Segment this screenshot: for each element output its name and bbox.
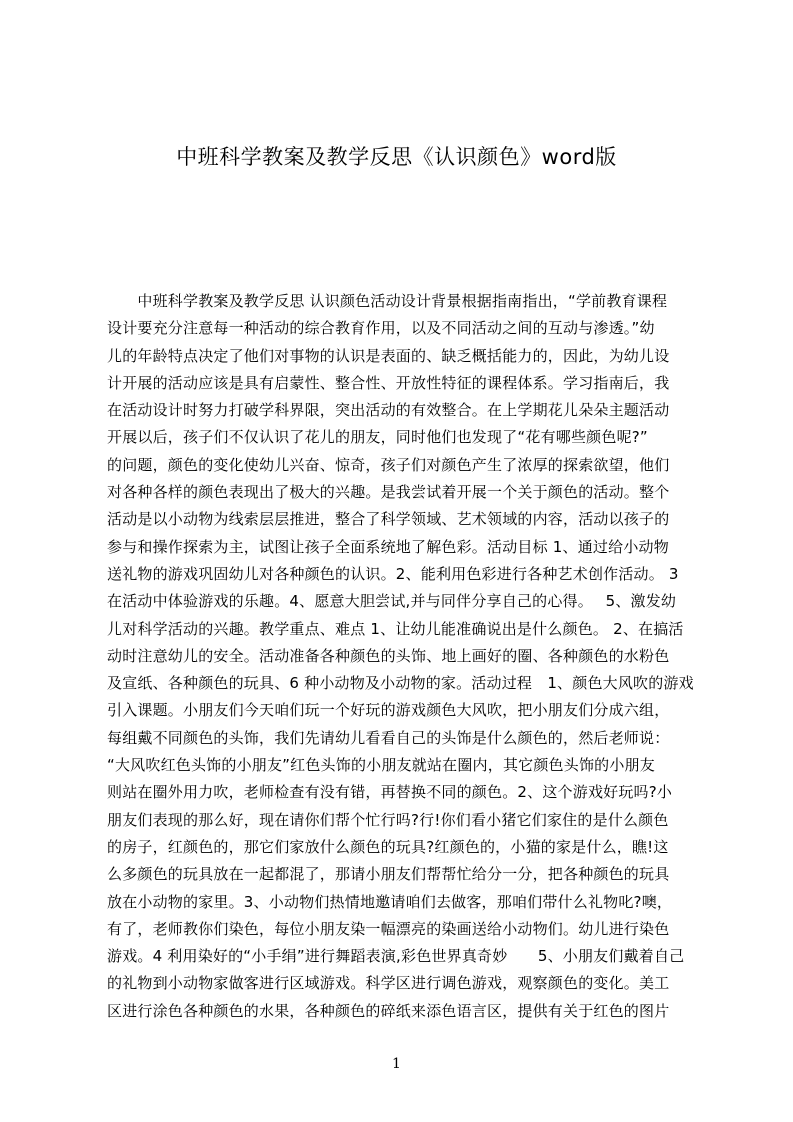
body-text-line: 则站在圈外用力吹，老师检查有没有错，再替换不同的颜色。2、这个游戏好玩吗?小 [107,783,673,802]
body-text-line: 儿对科学活动的兴趣。教学重点、难点 1、让幼儿能准确说出是什么颜色。 2、在搞活 [107,619,684,638]
body-text-line: 设计要充分注意每一种活动的综合教育作用，以及不同活动之间的互动与渗透。”幼 [107,319,655,338]
body-text-line: 有了，老师教你们染色，每位小朋友染一幅漂亮的染画送给小动物们。幼儿进行染色 [107,919,670,938]
body-text-line: 在活动中体验游戏的乐趣。4、愿意大胆尝试,并与同伴分享自己的心得。 5、激发幼 [107,592,677,611]
body-text-line: 活动是以小动物为线索层层推进，整合了科学领域、艺术领域的内容，活动以孩子的 [107,510,670,529]
body-text-line: 参与和操作探索为主，试图让孩子全面系统地了解色彩。活动目标 1、通过给小动物 [107,537,669,556]
document-title: 中班科学教案及教学反思《认识颜色》word版 [176,145,617,169]
body-text-line: 每组戴不同颜色的头饰，我们先请幼儿看看自己的头饰是什么颜色的，然后老师说： [107,728,670,747]
body-text-line: 在活动设计时努力打破学科界限，突出活动的有效整合。在上学期花儿朵朵主题活动 [107,401,670,420]
body-text-line: 中班科学教案及教学反思 认识颜色活动设计背景根据指南指出，“学前教育课程 [107,292,668,310]
body-text-line: 送礼物的游戏巩固幼儿对各种颜色的认识。2、能利用色彩进行各种艺术创作活动。 3 [107,564,679,583]
body-text-line: 引入课题。小朋友们今天咱们玩一个好玩的游戏颜色大风吹，把小朋友们分成六组， [107,701,670,720]
body-text-line: 计开展的活动应该是具有启蒙性、整合性、开放性特征的课程体系。学习指南后，我 [107,373,670,392]
body-text-line: 开展以后，孩子们不仅认识了花儿的朋友，同时他们也发现了“花有哪些颜色呢?” [107,428,648,447]
body-text-line: 放在小动物的家里。3、小动物们热情地邀请咱们去做客，那咱们带什么礼物叱?噢， [107,892,673,911]
document-body [107,288,697,1025]
body-text-line: 及宣纸、各种颜色的玩具、6 种小动物及小动物的家。活动过程 1、颜色大风吹的游戏 [107,674,694,693]
body-text-line: 动时注意幼儿的安全。活动准备各种颜色的头饰、地上画好的圈、各种颜色的水粉色 [107,646,670,665]
body-text-line: 的礼物到小动物家做客进行区域游戏。科学区进行调色游戏，观察颜色的变化。美工 [107,974,670,993]
body-text-line: 儿的年龄特点决定了他们对事物的认识是表面的、缺乏概括能力的，因此，为幼儿设 [107,346,670,365]
body-text-line: 朋友们表现的那么好，现在请你们帮个忙行吗?行!你们看小猪它们家住的是什么颜色 [107,810,669,829]
body-text-line: 区进行涂色各种颜色的水果，各种颜色的碎纸来添色语言区，提供有关于红色的图片 [107,1001,670,1020]
body-text-line: “大风吹红色头饰的小朋友”红色头饰的小朋友就站在圈内，其它颜色头饰的小朋友 [107,756,655,775]
body-text-line: 么多颜色的玩具放在一起都混了，那请小朋友们帮帮忙给分一分，把各种颜色的玩具 [107,865,670,884]
body-text-line: 对各种各样的颜色表现出了极大的兴趣。是我尝试着开展一个关于颜色的活动。整个 [107,483,670,502]
page-number: 1 [392,1056,401,1072]
body-text-line: 的房子，红颜色的，那它们家放什么颜色的玩具?红颜色的，小猫的家是什么，瞧!这 [107,837,669,856]
body-text-line: 游戏。4 利用染好的“小手绢”进行舞蹈表演,彩色世界真奇妙 5、小朋友们戴着自己 [107,947,685,966]
body-text-line: 的问题，颜色的变化使幼儿兴奋、惊奇，孩子们对颜色产生了浓厚的探索欲望，他们 [107,455,670,474]
